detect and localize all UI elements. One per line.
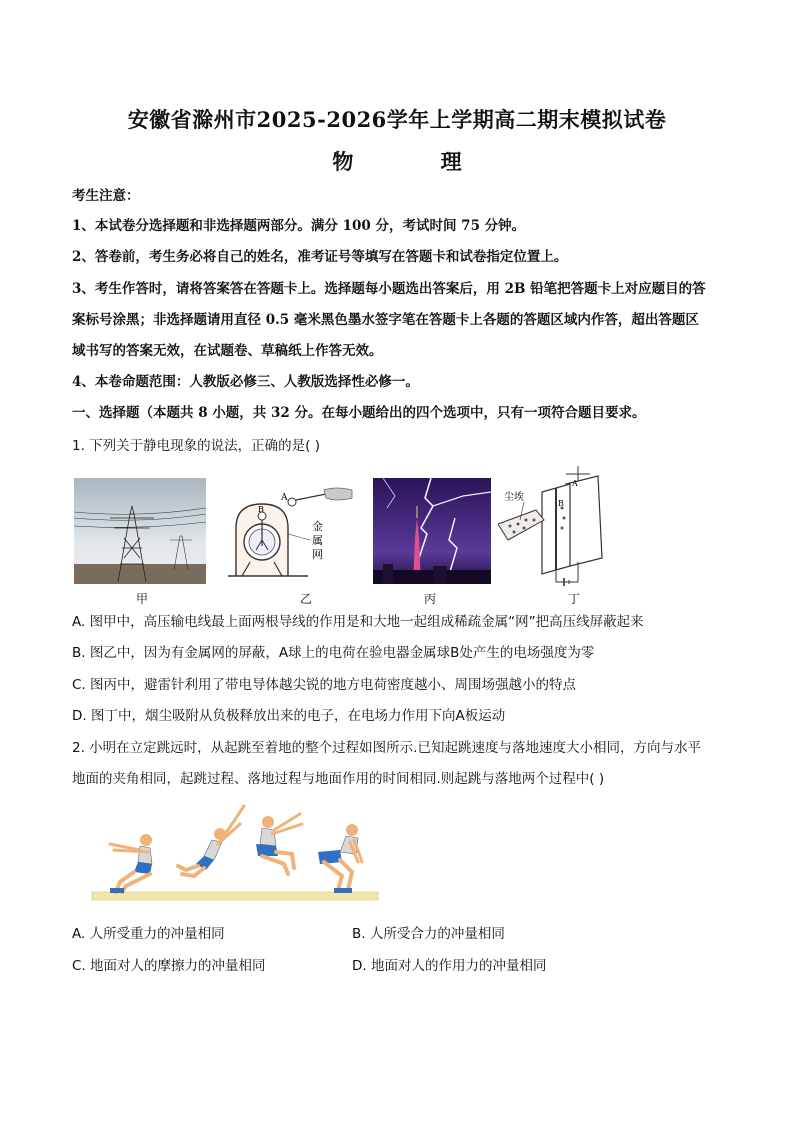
label-jin: 金 <box>312 520 323 533</box>
notice-item-3a: 3、考生作答时，请将答案答在答题卡上。选择题每小题选出答案后，用 2B 铅笔把答题卡上对应题目的答 <box>72 281 706 297</box>
label-a-plate: A <box>572 479 578 488</box>
q1-option-c: C. 图丙中，避雷针利用了带电导体越尖锐的地方电荷密度越小、周围场强越小的特点 <box>72 677 577 693</box>
figure-ding-caption: 丁 <box>568 592 581 606</box>
jumper-landing <box>318 824 362 893</box>
notice-heading: 考生注意： <box>72 188 140 204</box>
q2-option-b: B. 人所受合力的冲量相同 <box>352 926 505 942</box>
label-b-wire: B <box>558 499 564 508</box>
figure-yi-caption: 乙 <box>300 592 313 606</box>
label-a: A <box>281 493 288 503</box>
q2-stem-line-1: 2. 小明在立定跳远时，从起跳至着地的整个过程如图所示.已知起跳速度与落地速度大小相同，方向与水平 <box>72 740 701 756</box>
label-shu: 属 <box>312 534 323 547</box>
notice-item-3b: 案标号涂黑；非选择题请用直径 0.5 毫米黑色墨水签字笔在答题卡上各题的答题区域内作答，超出答题区 <box>72 312 699 328</box>
figure-yi-electroscope <box>228 484 360 578</box>
figure-ding-precipitator <box>498 462 618 586</box>
jumper-flight <box>256 814 302 874</box>
label-b: B <box>258 505 264 514</box>
figure-jia-tower-photo <box>74 478 206 584</box>
label-dust: 尘埃 <box>504 492 524 503</box>
subject-char-2: 理 <box>440 149 462 174</box>
figure-long-jump-sequence <box>90 800 380 904</box>
notice-item-3c: 域书写的答案无效，在试题卷、草稿纸上作答无效。 <box>72 343 383 359</box>
q2-option-d: D. 地面对人的作用力的冲量相同 <box>352 958 547 974</box>
q1-option-d: D. 图丁中，烟尘吸附从负极释放出来的电子，在电场力作用下向A板运动 <box>72 708 506 724</box>
subject-title <box>0 146 794 176</box>
notice-item-1: 1、本试卷分选择题和非选择题两部分。满分 100 分，考试时间 75 分钟。 <box>72 218 526 234</box>
q2-option-c: C. 地面对人的摩擦力的冲量相同 <box>72 958 266 974</box>
q1-option-b: B. 图乙中，因为有金属网的屏蔽，A球上的电荷在验电器金属球B处产生的电场强度为零 <box>72 645 595 661</box>
figure-bing-lightning-photo <box>373 478 491 584</box>
figure-jia-caption: 甲 <box>136 592 149 606</box>
section-heading: 一、选择题（本题共 8 小题，共 32 分。在每小题给出的四个选项中，只有一项符合题目要求。 <box>72 405 646 421</box>
label-wang: 网 <box>312 548 323 561</box>
page-title: 安徽省滁州市2025-2026学年上学期高二期末模拟试卷 <box>127 107 667 132</box>
q2-stem-line-2: 地面的夹角相同，起跳过程、落地过程与地面作用的时间相同.则起跳与落地两个过程中( ) <box>72 771 605 787</box>
figure-bing-caption: 丙 <box>424 592 437 606</box>
notice-item-4: 4、本卷命题范围：人教版必修三、人教版选择性必修一。 <box>72 374 419 390</box>
notice-item-2: 2、答卷前，考生务必将自己的姓名，准考证号等填写在答题卡和试卷指定位置上。 <box>72 249 568 265</box>
jumper-launch <box>178 806 244 876</box>
jumper-takeoff <box>110 834 152 893</box>
q1-stem: 1. 下列关于静电现象的说法，正确的是( ) <box>72 438 320 454</box>
q2-option-a: A. 人所受重力的冲量相同 <box>72 926 225 942</box>
subject-char-1: 物 <box>332 149 354 174</box>
q1-option-a: A. 图甲中，高压输电线最上面两根导线的作用是和大地一起组成稀疏金属“网”把高压线屏蔽起来 <box>72 614 644 630</box>
